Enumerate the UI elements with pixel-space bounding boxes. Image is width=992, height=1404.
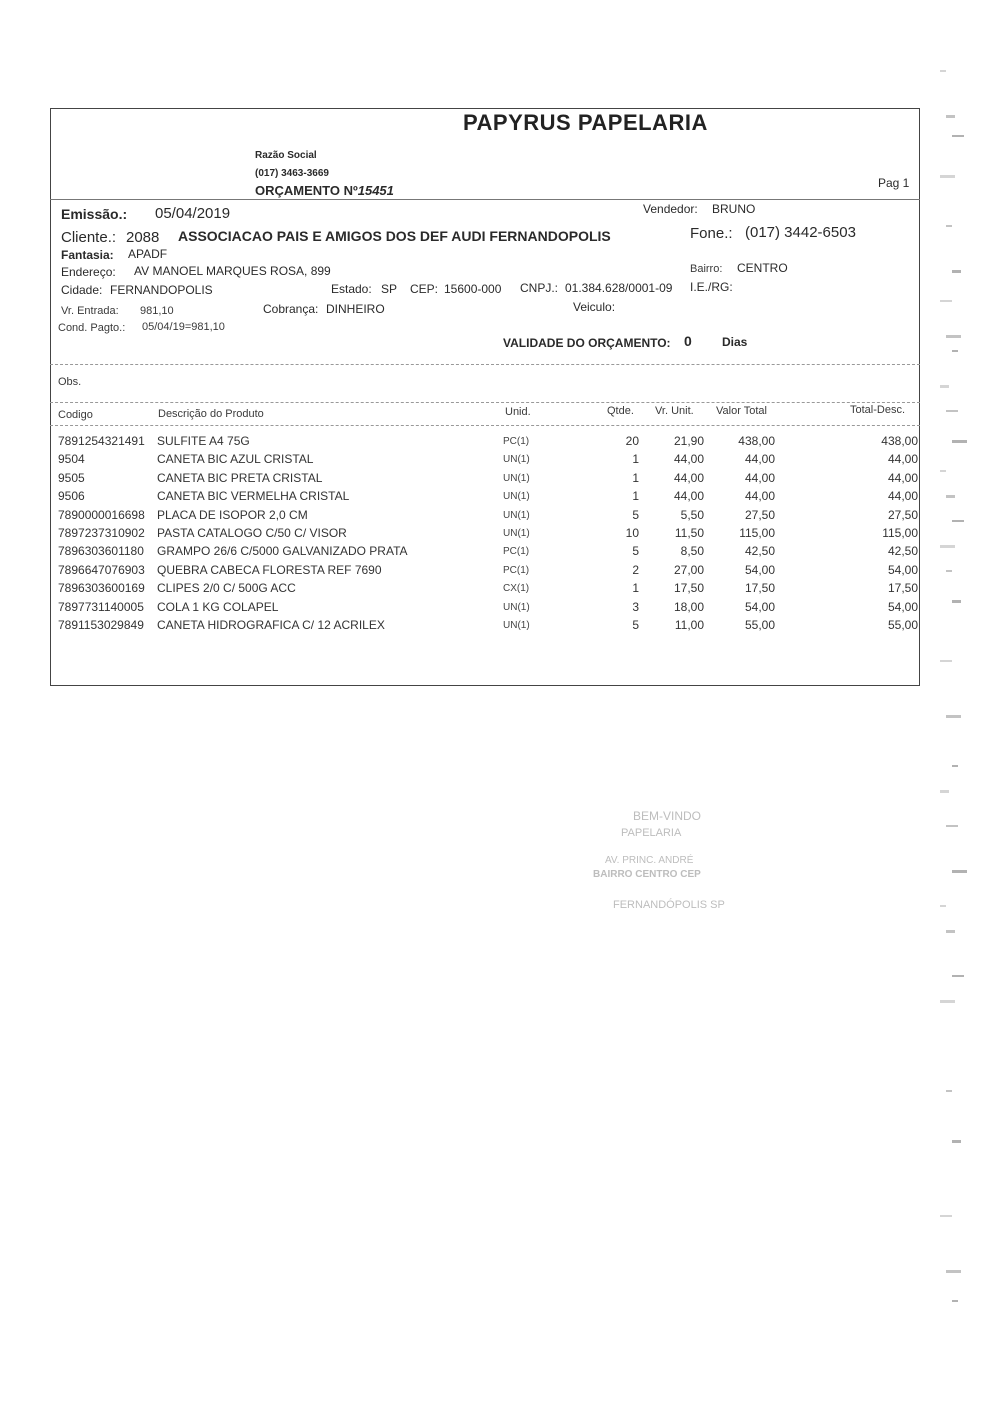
cliente-name: ASSOCIACAO PAIS E AMIGOS DOS DEF AUDI FERNANDOPOLIS [178, 228, 611, 244]
validade-label: VALIDADE DO ORÇAMENTO: [503, 336, 671, 350]
fantasia-label: Fantasia: [61, 248, 114, 262]
cell-qtde: 2 [632, 562, 639, 577]
cell-vr-unit: 18,00 [673, 599, 704, 614]
table-header-divider [50, 425, 920, 426]
cell-qtde: 1 [632, 452, 639, 467]
cell-valor-total: 438,00 [738, 434, 775, 448]
vendedor-label: Vendedor: [643, 202, 698, 216]
cell-descricao: CLIPES 2/0 C/ 500G ACC [157, 581, 296, 596]
entrada-value: 981,10 [140, 305, 174, 317]
scan-speck [946, 115, 955, 118]
cell-vr-unit: 11,50 [674, 526, 704, 540]
cell-valor-total: 44,00 [744, 452, 775, 467]
cell-qtde: 1 [632, 470, 639, 485]
cell-descricao: PLACA DE ISOPOR 2,0 CM [157, 507, 308, 522]
scan-speck [940, 660, 952, 662]
cell-total-desc: 44,00 [887, 452, 918, 467]
cell-total-desc: 54,00 [887, 599, 918, 614]
cell-descricao: SULFITE A4 75G [157, 434, 250, 448]
scan-speck [940, 70, 946, 72]
cell-codigo: 7896303601180 [58, 544, 144, 559]
cell-total-desc: 54,00 [887, 562, 918, 577]
cobranca-label: Cobrança: [263, 302, 319, 316]
orcamento-heading [255, 183, 394, 198]
company-phone: (017) 3463-3669 [255, 168, 329, 179]
scan-speck [952, 765, 958, 767]
cell-unid: CX(1) [503, 583, 530, 595]
cell-valor-total: 44,00 [744, 489, 775, 504]
orcamento-label: ORÇAMENTO Nº [255, 183, 358, 198]
cell-vr-unit: 27,00 [673, 562, 704, 577]
scan-speck [946, 225, 952, 227]
cell-total-desc: 438,00 [881, 434, 918, 448]
cep-value: 15600-000 [444, 282, 502, 296]
estado-value: SP [381, 282, 398, 296]
cell-valor-total: 42,50 [744, 544, 775, 559]
scan-speck [952, 1300, 958, 1302]
stamp-line-5: FERNANDÓPOLIS SP [613, 899, 725, 911]
scan-speck [946, 570, 952, 572]
scan-speck [952, 520, 964, 522]
stamp-line-1: BEM-VINDO [633, 809, 702, 823]
stamp-line-4: BAIRRO CENTRO CEP [593, 869, 701, 880]
cell-total-desc: 27,50 [887, 507, 918, 522]
scan-speck [940, 545, 955, 548]
cell-codigo: 7896303600169 [58, 581, 145, 596]
scan-speck [940, 385, 949, 388]
scan-speck [940, 175, 955, 178]
cell-codigo: 9504 [58, 452, 85, 467]
cell-vr-unit: 21,90 [673, 434, 704, 448]
cep-label: CEP: [410, 282, 439, 296]
cell-codigo: 7891153029849 [58, 618, 144, 632]
endereco-label: Endereço: [61, 265, 116, 279]
cnpj-label: CNPJ.: [520, 281, 559, 295]
cell-vr-unit: 44,00 [673, 470, 704, 485]
scan-speck [940, 1215, 952, 1217]
scan-speck [952, 1140, 961, 1143]
entrada-label: Vr. Entrada: [61, 305, 119, 317]
cell-qtde: 3 [632, 599, 639, 614]
cell-vr-unit: 44,00 [673, 452, 704, 467]
cliente-label: Cliente.: [61, 229, 117, 246]
cell-total-desc: 17,50 [887, 581, 918, 596]
cell-qtde: 5 [632, 544, 639, 559]
fone-label: Fone.: [690, 225, 733, 242]
endereco-value: AV MANOEL MARQUES ROSA, 899 [134, 264, 331, 278]
cell-valor-total: 17,50 [744, 581, 775, 596]
cobranca-value: DINHEIRO [326, 302, 385, 316]
scan-speck [946, 495, 955, 498]
cell-unid: UN(1) [503, 454, 530, 466]
cell-codigo: 9505 [58, 470, 85, 485]
cell-total-desc: 42,50 [887, 544, 918, 559]
scan-speck [952, 870, 967, 873]
cell-vr-unit: 8,50 [680, 544, 704, 559]
razao-social-label: Razão Social [255, 150, 317, 161]
stamp-line-3: AV. PRINC. ANDRÉ [605, 855, 694, 866]
cell-codigo: 7897237310902 [58, 526, 145, 540]
scan-speck [952, 600, 961, 603]
cell-qtde: 1 [632, 581, 639, 596]
cell-valor-total: 54,00 [744, 599, 775, 614]
cell-descricao: CANETA BIC AZUL CRISTAL [157, 452, 314, 467]
scan-speck [946, 930, 955, 933]
cell-codigo: 7891254321491 [58, 434, 145, 448]
cell-vr-unit: 17,50 [673, 581, 704, 596]
scan-speck [946, 1270, 961, 1273]
col-header-valor-total: Valor Total [716, 405, 767, 417]
cell-unid: UN(1) [503, 620, 530, 631]
cell-qtde: 20 [625, 434, 639, 448]
cnpj-value: 01.384.628/0001-09 [565, 281, 673, 295]
cell-unid: UN(1) [503, 491, 530, 503]
cell-qtde: 10 [625, 526, 639, 540]
cond-pagto-label: Cond. Pagto.: [58, 322, 126, 334]
cell-qtde: 5 [632, 507, 639, 522]
cell-total-desc: 55,00 [887, 618, 918, 632]
col-header-total-desc: Total-Desc. [850, 404, 906, 416]
cell-unid: PC(1) [503, 436, 530, 447]
cell-valor-total: 27,50 [744, 507, 775, 522]
scan-speck [940, 300, 952, 302]
cell-descricao: GRAMPO 26/6 C/5000 GALVANIZADO PRATA [157, 544, 408, 559]
col-header-vr-unit: Vr. Unit. [655, 405, 694, 417]
col-header-codigo: Codigo [58, 409, 93, 421]
vendedor-value: BRUNO [712, 202, 756, 216]
cell-vr-unit: 11,00 [674, 618, 704, 632]
cell-unid: UN(1) [503, 509, 530, 521]
scan-speck [952, 975, 964, 977]
cell-total-desc: 115,00 [882, 526, 918, 540]
scan-speck [940, 905, 946, 907]
cell-descricao: COLA 1 KG COLAPEL [157, 599, 279, 614]
emissao-label: Emissão.: [61, 206, 128, 222]
scan-speck [952, 135, 964, 137]
obs-label: Obs. [58, 376, 82, 388]
obs-divider [50, 402, 920, 403]
cell-descricao: PASTA CATALOGO C/50 C/ VISOR [157, 526, 347, 540]
cell-valor-total: 54,00 [744, 562, 775, 577]
cond-pagto-value: 05/04/19=981,10 [142, 321, 225, 333]
cell-qtde: 5 [632, 618, 639, 632]
faded-stamp [585, 775, 795, 915]
cell-unid: UN(1) [503, 472, 530, 484]
cell-codigo: 7890000016698 [58, 507, 145, 522]
stamp-line-2: PAPELARIA [621, 827, 682, 839]
company-name: PAPYRUS PAPELARIA [463, 110, 708, 135]
bairro-label: Bairro: [690, 263, 723, 275]
cell-unid: UN(1) [503, 601, 530, 613]
cell-valor-total: 115,00 [739, 526, 775, 540]
cell-codigo: 7896647076903 [58, 562, 145, 577]
emissao-value: 05/04/2019 [155, 205, 231, 222]
cell-unid: UN(1) [503, 528, 530, 539]
cell-unid: PC(1) [503, 564, 530, 576]
cell-vr-unit: 5,50 [680, 507, 704, 522]
cliente-code: 2088 [126, 229, 160, 246]
cell-valor-total: 44,00 [744, 470, 775, 485]
info-divider [50, 364, 920, 365]
bairro-value: CENTRO [737, 261, 788, 275]
validade-unit: Dias [722, 335, 748, 349]
col-header-qtde: Qtde. [607, 405, 634, 417]
cell-valor-total: 55,00 [744, 618, 775, 632]
page-number: Pag 1 [878, 176, 910, 190]
validade-value: 0 [684, 333, 692, 349]
col-header-descricao: Descrição do Produto [158, 408, 264, 420]
veiculo-label: Veiculo: [573, 300, 616, 314]
cell-total-desc: 44,00 [887, 470, 918, 485]
scan-speck [952, 350, 958, 352]
scan-speck [952, 440, 967, 443]
cell-descricao: QUEBRA CABECA FLORESTA REF 7690 [157, 562, 382, 577]
ie-label: I.E./RG: [690, 280, 733, 294]
scan-speck [946, 410, 958, 412]
cell-qtde: 1 [632, 489, 639, 504]
cell-vr-unit: 44,00 [673, 489, 704, 504]
scan-speck [940, 470, 946, 472]
cell-total-desc: 44,00 [887, 489, 918, 504]
cidade-label: Cidade: [61, 283, 103, 297]
col-header-unid: Unid. [505, 406, 531, 418]
scan-speck [946, 825, 958, 827]
scan-speck [946, 1090, 952, 1092]
scan-speck [940, 790, 949, 793]
scan-speck [946, 335, 961, 338]
cell-unid: PC(1) [503, 546, 530, 558]
scan-speck [946, 715, 961, 718]
cell-codigo: 7897731140005 [58, 599, 144, 614]
cidade-value: FERNANDOPOLIS [110, 283, 213, 297]
estado-label: Estado: [331, 282, 372, 296]
header-divider [50, 199, 920, 200]
cell-codigo: 9506 [58, 489, 85, 504]
scan-speck [940, 1000, 955, 1003]
cell-descricao: CANETA BIC VERMELHA CRISTAL [157, 489, 350, 504]
cell-descricao: CANETA BIC PRETA CRISTAL [157, 470, 323, 485]
scan-speck [952, 270, 961, 273]
orcamento-number: 15451 [357, 183, 394, 198]
cell-descricao: CANETA HIDROGRAFICA C/ 12 ACRILEX [157, 618, 385, 632]
fantasia-value: APADF [128, 247, 168, 261]
fone-value: (017) 3442-6503 [745, 224, 856, 241]
